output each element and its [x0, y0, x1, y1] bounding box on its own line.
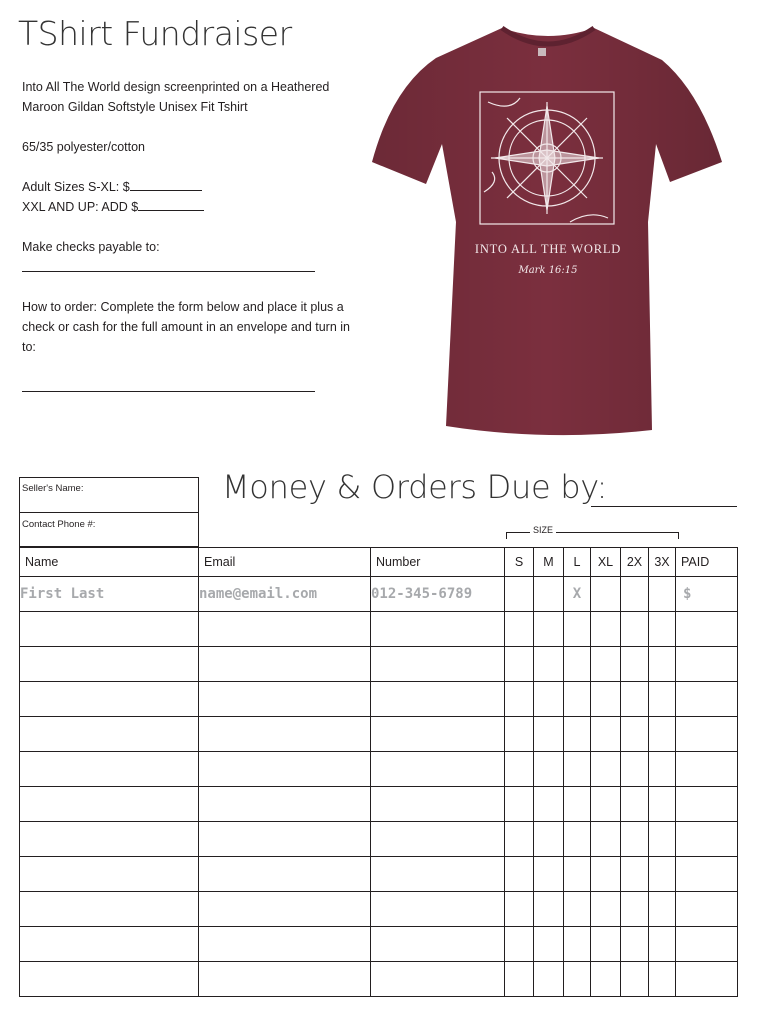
table-row[interactable] [20, 962, 738, 997]
table-row[interactable] [20, 892, 738, 927]
example-paid[interactable]: $ [676, 577, 738, 612]
table-row-example [20, 577, 738, 612]
header-size-l: L [564, 548, 591, 577]
shirt-print-script: Mark 16:15 [518, 265, 578, 276]
material-info: 65/35 polyester/cotton [22, 140, 145, 154]
example-number[interactable]: 012-345-6789 [371, 577, 505, 612]
shirt-print-text: INTO ALL THE WORLD [474, 242, 622, 256]
shirt-description: Into All The World design screenprinted on a Heathered Maroon Gildan Softstyle Unisex Fit Tshirt [22, 80, 330, 114]
table-header-row [20, 548, 738, 577]
header-size-m: M [534, 548, 564, 577]
seller-name-label: Seller's Name: [22, 483, 84, 494]
header-size-2x: 2X [621, 548, 649, 577]
table-row[interactable] [20, 822, 738, 857]
contact-phone-label: Contact Phone #: [22, 519, 96, 530]
adult-sizes-price [22, 177, 362, 197]
due-by-label: Money & Orders Due by: [222, 468, 608, 506]
table-row[interactable] [20, 927, 738, 962]
example-size-3x[interactable] [649, 577, 676, 612]
header-size-xl: XL [591, 548, 621, 577]
tshirt-image [370, 22, 726, 440]
how-to-order: How to order: Complete the form below and place it plus a check or cash for the full amount in an envelope and turn in to: [22, 300, 350, 354]
table-row[interactable] [20, 647, 738, 682]
table-row[interactable] [20, 752, 738, 787]
adult-price-blank[interactable] [130, 178, 202, 191]
header-size-s: S [505, 548, 534, 577]
checks-payable-label: Make checks payable to: [22, 240, 160, 254]
header-email: Email [199, 548, 371, 577]
adult-sizes-label: Adult Sizes S-XL: $ [22, 180, 130, 194]
checks-payable-blank[interactable] [22, 271, 315, 272]
table-row[interactable] [20, 787, 738, 822]
table-row[interactable] [20, 612, 738, 647]
header-number: Number [371, 548, 505, 577]
table-row[interactable] [20, 857, 738, 892]
example-size-s[interactable] [505, 577, 534, 612]
size-group-label: SIZE [530, 525, 556, 535]
example-size-m[interactable] [534, 577, 564, 612]
header-name: Name [20, 548, 199, 577]
xxl-price [22, 197, 362, 217]
order-table [19, 547, 738, 997]
table-row[interactable] [20, 682, 738, 717]
page-title: TShirt Fundraiser [18, 14, 292, 53]
turn-in-to-blank[interactable] [22, 391, 315, 392]
due-date-blank[interactable] [591, 506, 737, 507]
example-size-xl[interactable] [591, 577, 621, 612]
example-size-2x[interactable] [621, 577, 649, 612]
size-group-bracket [506, 525, 677, 540]
example-size-l[interactable]: X [564, 577, 591, 612]
example-name[interactable]: First Last [20, 577, 199, 612]
header-paid: PAID [676, 548, 738, 577]
header-size-3x: 3X [649, 548, 676, 577]
seller-info-box [19, 477, 199, 547]
example-email[interactable]: name@email.com [199, 577, 371, 612]
table-row[interactable] [20, 717, 738, 752]
xxl-label: XXL AND UP: ADD $ [22, 200, 139, 214]
xxl-price-blank[interactable] [138, 198, 204, 211]
